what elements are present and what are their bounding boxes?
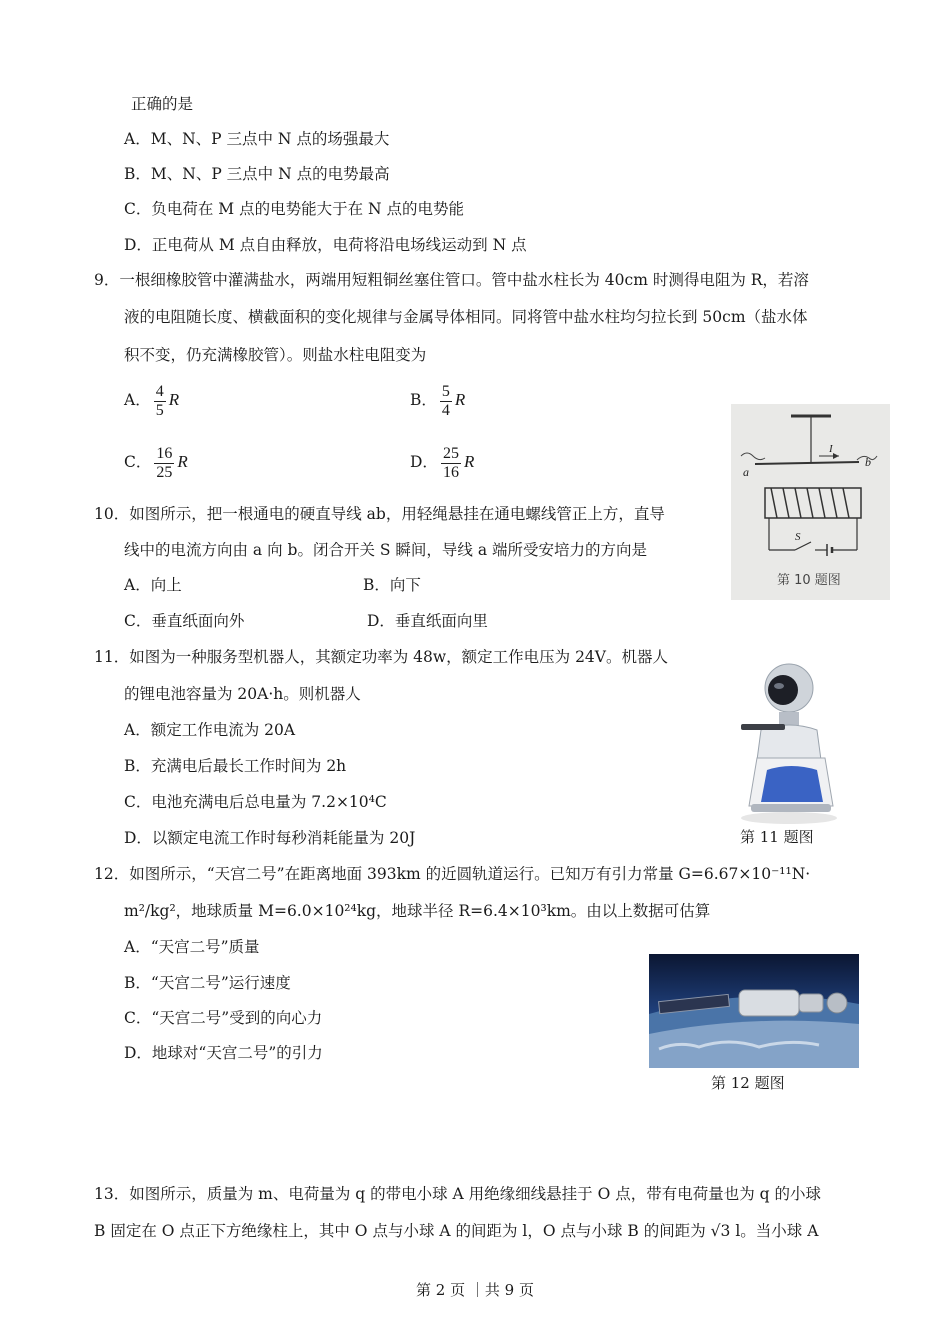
q12-option-a: A．“天宫二号”质量: [124, 938, 260, 956]
fraction: $\frac{4}{5}$: [155, 382, 164, 419]
robot-image: [727, 658, 842, 826]
q12-stem-line1: 12．如图所示，“天宫二号”在距离地面 393km 的近圆轨道运行。已知万有引力常量 G=6.67×10⁻¹¹N·: [94, 865, 811, 883]
fraction: $\frac{16}{25}$: [156, 444, 173, 481]
solenoid-diagram: [731, 404, 890, 600]
end-a-label: a: [743, 465, 749, 479]
fraction: $\frac{5}{4}$: [441, 382, 450, 419]
q8-option-c: C．负电荷在 M 点的电势能大于在 N 点的电势能: [124, 200, 465, 218]
q10-option-b: B．向下: [363, 576, 421, 594]
figure-11-caption: 第 11 题图: [740, 828, 814, 846]
q9-option-d: D． $\frac{25}{16}$ R: [410, 444, 475, 481]
q12-option-d: D．地球对“天宫二号”的引力: [124, 1044, 323, 1062]
q8-option-d: D．正电荷从 M 点自由释放，电荷将沿电场线运动到 N 点: [124, 236, 527, 254]
q12-option-b: B．“天宫二号”运行速度: [124, 974, 291, 992]
figure-10: [731, 404, 890, 600]
q9-option-b: B． $\frac{5}{4}$ R: [410, 382, 466, 419]
q10-stem-line2: 线中的电流方向由 a 向 b。闭合开关 S 瞬间，导线 a 端所受安培力的方向是: [124, 541, 648, 559]
q10-option-a: A．向上: [124, 576, 182, 594]
q10-stem-line1: 10．如图所示，把一根通电的硬直导线 ab，用轻绳悬挂在通电螺线管正上方，直导: [94, 505, 665, 523]
q11-option-d: D．以额定电流工作时每秒消耗能量为 20J: [124, 829, 416, 847]
q8-option-b: B．M、N、P 三点中 N 点的电势最高: [124, 165, 390, 183]
q11-stem-line2: 的锂电池容量为 20A·h。则机器人: [124, 685, 361, 703]
q12-option-c: C．“天宫二号”受到的向心力: [124, 1009, 323, 1027]
switch-label: S: [795, 531, 801, 543]
q10-option-d: D．垂直纸面向里: [367, 612, 488, 630]
q11-option-a: A．额定工作电流为 20A: [124, 721, 296, 739]
q8-continuation: 正确的是: [131, 95, 194, 113]
q9-stem-line1: 9．一根细橡胶管中灌满盐水，两端用短粗铜丝塞住管口。管中盐水柱长为 40cm 时测得电阻为 R，若溶: [94, 271, 809, 289]
current-label: I: [829, 443, 833, 455]
space-station-image: [649, 954, 859, 1068]
q13-stem-line1: 13．如图所示，质量为 m、电荷量为 q 的带电小球 A 用绝缘细线悬挂于 O 点，带有电荷量也为 q 的小球: [94, 1185, 822, 1203]
q12-stem-line2: m²/kg²，地球质量 M=6.0×10²⁴kg，地球半径 R=6.4×10³km。由以上数据可估算: [124, 902, 711, 920]
q8-option-a: A．M、N、P 三点中 N 点的场强最大: [124, 130, 390, 148]
q9-option-c: C． $\frac{16}{25}$ R: [124, 444, 188, 481]
end-b-label: b: [865, 455, 871, 469]
figure-10-caption: 第 10 题图: [777, 573, 841, 588]
q9-stem-line3: 积不变，仍充满橡胶管）。则盐水柱电阻变为: [124, 346, 427, 364]
figure-12-caption: 第 12 题图: [711, 1074, 785, 1092]
q9-option-a: A． $\frac{4}{5}$ R: [124, 382, 180, 419]
page-footer: 第 2 页 ｜共 9 页: [416, 1281, 534, 1299]
fraction: $\frac{25}{16}$: [442, 444, 459, 481]
q11-option-c: C．电池充满电后总电量为 7.2×10⁴C: [124, 793, 387, 811]
q11-option-b: B．充满电后最长工作时间为 2h: [124, 757, 347, 775]
q13-stem-line2: B 固定在 O 点正下方绝缘柱上，其中 O 点与小球 A 的间距为 l，O 点与小球 B 的间距为 √3 l。当小球 A: [94, 1222, 819, 1240]
q10-option-c: C．垂直纸面向外: [124, 612, 245, 630]
q11-stem-line1: 11．如图为一种服务型机器人，其额定功率为 48w，额定工作电压为 24V。机器人: [94, 648, 668, 666]
q9-stem-line2: 液的电阻随长度、横截面积的变化规律与金属导体相同。同将管中盐水柱均匀拉长到 50cm（盐水体: [124, 308, 808, 326]
